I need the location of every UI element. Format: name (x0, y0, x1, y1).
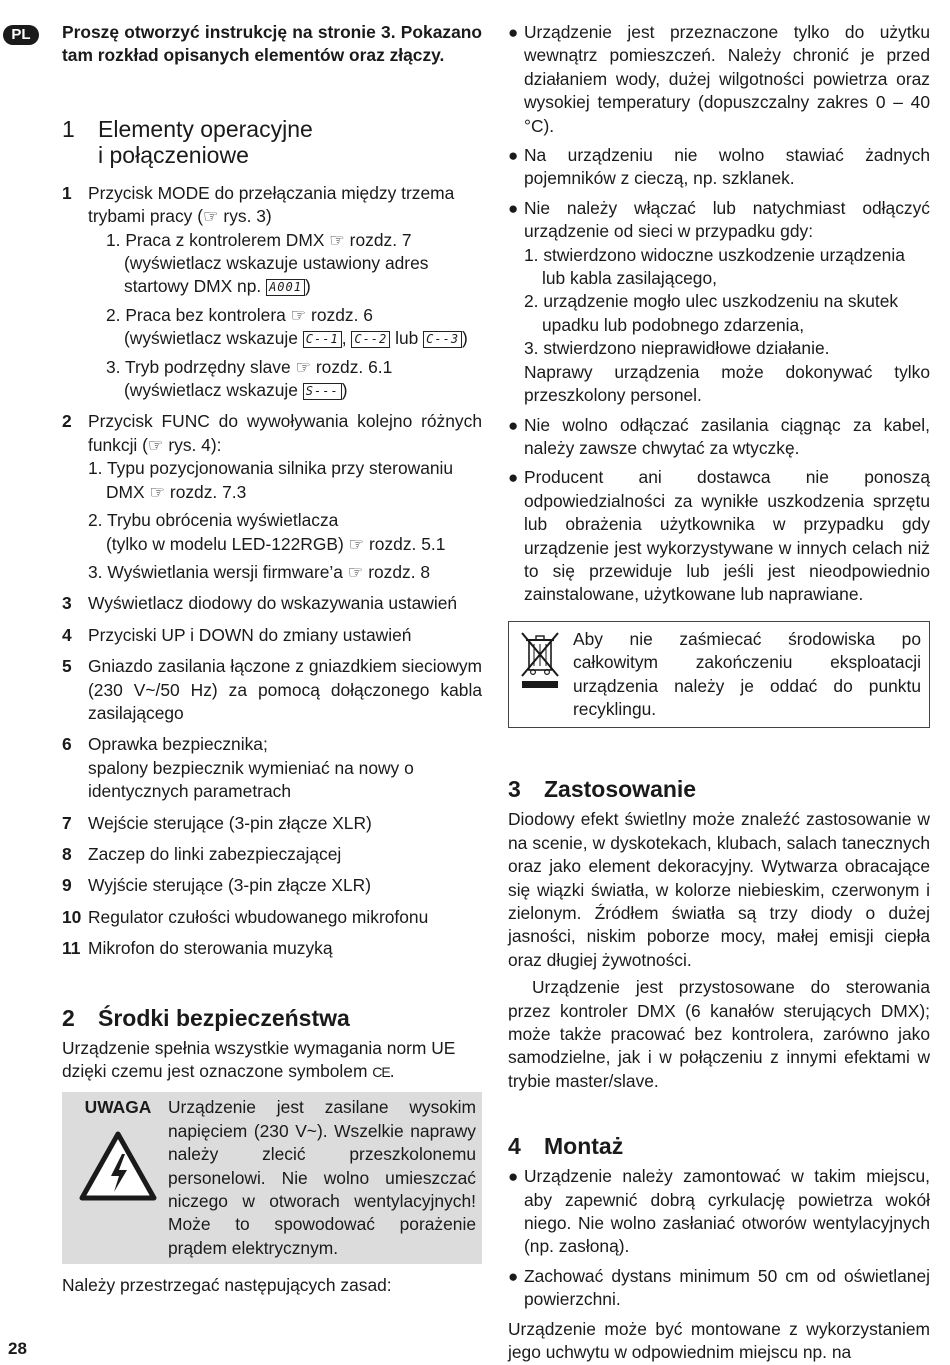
item-number: 5 (62, 656, 72, 677)
item-number: 2 (62, 411, 72, 432)
paragraph: Urządzenie może być montowane z wykorzystaniem jego uchwytu w odpowiednim miejscu np. na (508, 1318, 930, 1363)
item-number: 9 (62, 875, 72, 896)
paragraph: Należy przestrzegać następujących zasad: (62, 1275, 392, 1296)
bullet-text: Na urządzeniu nie wolno stawiać żadnych pojemników z cieczą, np. szklanek. (524, 145, 930, 189)
item-text: Regulator czułości wbudowanego mikrofonu (88, 906, 429, 927)
warning-label: UWAGA (84, 1097, 152, 1118)
item-text: Wejście sterujące (3-pin złącze XLR) (88, 812, 372, 833)
bullet-text: Nie wolno odłączać zasilania ciągnąc za kabel, należy zawsze chwytać za wtyczkę. (524, 414, 930, 458)
section-4-heading (508, 1133, 930, 1159)
segment-display-icon: S--- (303, 383, 342, 400)
bullet-icon: ● (508, 198, 519, 218)
bullet-item (508, 414, 930, 461)
page-number: 28 (8, 1339, 27, 1358)
sub-item-text: 1. Typu pozycjonowania silnika przy sterowaniu DMX ☞ rozdz. 7.3 (88, 458, 454, 502)
warning-box (62, 1092, 482, 1264)
section-1-heading (62, 116, 482, 168)
sub-item-text: 2. Praca bez kontrolera ☞ rozdz. 6 (106, 304, 373, 325)
item-text: Przycisk FUNC do wywoływania kolejno różnych funkcji (☞ rys. 4): (88, 411, 482, 455)
bullet-icon: ● (508, 1167, 519, 1187)
sub-item-text: (wyświetlacz wskazuje ustawiony adres startowy DMX np. A001 ) (124, 253, 429, 297)
bullet-icon: ● (508, 415, 519, 435)
section-3-heading (508, 776, 930, 802)
recycling-box (508, 621, 930, 729)
item-number: 10 (62, 906, 82, 927)
section-2-heading (62, 1005, 482, 1031)
paragraph: Urządzenie spełnia wszystkie wymagania norm UE dzięki czemu jest oznaczone symbolem CE. (62, 1037, 456, 1081)
segment-display-icon: C--1 (303, 331, 342, 348)
bullet-item (508, 144, 930, 191)
sub-item-text: (wyświetlacz wskazuje C--1 , C--2 lub C--3 ) (124, 328, 468, 349)
section-title: Środki bezpieczeństwa (98, 1004, 350, 1031)
item-number: 3 (62, 593, 72, 614)
list-item (62, 874, 482, 897)
segment-display-icon: C--3 (423, 331, 462, 348)
crossed-bin-icon (517, 628, 563, 690)
item-number: 11 (62, 938, 81, 959)
bullet-item (508, 466, 930, 606)
list-item (62, 937, 482, 960)
item-text: Wyjście sterujące (3-pin złącze XLR) (88, 875, 372, 896)
sub-item-text: 1. stwierdzono widoczne uszkodzenie urządzenia lub kabla zasilającego, (524, 244, 905, 289)
bullet-item (508, 1265, 930, 1312)
bullet-item (508, 21, 930, 138)
item-text: Gniazdo zasilania łączone z gniazdkiem sieciowym (230 V~/50 Hz) za pomocą dołączonego kabla zasilającego (88, 656, 482, 723)
item-number: 7 (62, 812, 72, 833)
list-item (62, 812, 482, 835)
sub-item-text: 2. urządzenie mogło ulec uszkodzeniu na skutek upadku lub podobnego zdarzenia, (524, 291, 899, 335)
bullet-icon: ● (508, 146, 519, 166)
list-item (62, 733, 482, 803)
intro-text: Proszę otworzyć instrukcję na stronie 3. Pokazano tam rozkład opisanych elementów oraz złączy. (62, 22, 482, 66)
list-item (62, 655, 482, 725)
item-text: spalony bezpiecznik wymieniać na nowy o identycznych parametrach (88, 757, 414, 802)
item-text: Mikrofon do sterowania muzyką (88, 938, 333, 959)
bullet-text: Urządzenie jest przeznaczone tylko do użytku wewnątrz pomieszczeń. Należy chronić je przed działaniem wody, dużej wilgotności powietrza oraz wysokiej temperatury (dopuszczalny zakres 0 – 40 °C). (524, 22, 930, 136)
list-item (62, 592, 482, 615)
list-item (62, 182, 482, 403)
sub-item-text: (wyświetlacz wskazuje S--- ) (124, 380, 348, 401)
section-number: 1 (62, 115, 75, 142)
section-title: Montaż (544, 1133, 624, 1160)
item-number: 8 (62, 843, 72, 864)
right-column (508, 21, 930, 1365)
bullet-text: Naprawy urządzenia może dokonywać tylko przeszkolony personel. (524, 361, 930, 406)
item-text: Przycisk MODE do przełączania między trzema trybami pracy (☞ rys. 3) (88, 182, 455, 227)
bullet-icon: ● (508, 23, 519, 42)
bullet-item (508, 1165, 930, 1259)
section-title (98, 116, 313, 168)
section-number: 3 (508, 776, 521, 803)
sub-item-text: 2. Trybu obrócenia wyświetlacza (88, 510, 339, 531)
bullet-text: Urządzenie należy zamontować w takim miejscu, aby zapewnić dobrą cyrkulację powietrza wokół niego. Nie wolno zasłaniać otworów wentylacyjnych (np. zasłoną). (524, 1166, 930, 1257)
left-column (62, 21, 482, 1298)
title-line-1: Elementy operacyjne (98, 115, 313, 142)
bullet-text: Zachować dystans minimum 50 cm od oświetlanej powierzchni. (524, 1265, 930, 1310)
item-text: Zaczep do linki zabezpieczającej (88, 843, 342, 864)
section-number: 2 (62, 1004, 75, 1031)
sub-item-text: 3. stwierdzono nieprawidłowe działanie. (524, 338, 830, 359)
bullet-text: Nie należy włączać lub natychmiast odłączyć urządzenie od sieci w przypadku gdy: (524, 197, 930, 242)
item-text: Oprawka bezpiecznika; (88, 734, 268, 755)
sub-item-text: (tylko w modelu LED-122RGB) ☞ rozdz. 5.1 (106, 533, 446, 554)
warning-text: Urządzenie jest zasilane wysokim napięciem (230 V~). Wszelkie naprawy należy zlecić przeszkolonemu personelowi. Nie wolno umieszczać niczego w otworach wentylacyjnych! Może to spowodować porażenie prądem elektrycznym. (168, 1097, 476, 1258)
list-item (62, 843, 482, 866)
list-item (62, 624, 482, 647)
recycling-text: Aby nie zaśmiecać środowiska po całkowitym zakończeniu eksploatacji urządzenia należy je oddać do punktu recyklingu. (573, 628, 921, 719)
bullet-icon: ● (508, 468, 519, 488)
sub-item-text: 1. Praca z kontrolerem DMX ☞ rozdz. 7 (106, 229, 412, 250)
paragraph: Urządzenie jest przystosowane do sterowania przez kontroler DMX (6 kanałów sterujących DMX); może także pracować bez kontrolera, zarówno jako samodzielne, jak i w połączeniu z innymi efektami w trybie master/slave. (508, 977, 930, 1091)
title-line-2: i połączeniowe (98, 141, 249, 168)
segment-display-icon: A001 (266, 279, 305, 296)
bullet-icon: ● (508, 1266, 519, 1286)
section-title: Zastosowanie (544, 776, 697, 803)
list-item (62, 906, 482, 929)
item-number: 6 (62, 734, 72, 755)
ce-mark: CE (372, 1064, 390, 1080)
item-number: 1 (62, 182, 72, 203)
item-text: Przyciski UP i DOWN do zmiany ustawień (88, 624, 412, 645)
section-number: 4 (508, 1133, 521, 1160)
sub-item-text: 3. Tryb podrzędny slave ☞ rozdz. 6.1 (106, 356, 393, 377)
sub-item-text: 3. Wyświetlania wersji firmware’a ☞ rozdz. 8 (88, 561, 431, 582)
list-item (62, 410, 482, 584)
bullet-text: Producent ani dostawca nie ponoszą odpowiedzialności za wynikłe uszkodzenia sprzętu lub obrażenia użytkownika w przypadku gdy urządzenie jest wykorzystywane w innych celach niż to się przewiduje lub jeśli jest nieodpowiednio zainstalowane, użytkowane lub naprawiane. (524, 467, 930, 605)
paragraph: Diodowy efekt świetlny może znaleźć zastosowanie w na scenie, w dyskotekach, klubach, salach tanecznych oraz jako element dekoracyjny. Wytwarza obracające się wiązki światła, w kolorze niebieskim, czerwonym i zielonym. Źródłem światła są trzy diody o dużej jasności, niskim poborze mocy, małej emisji ciepła oraz długiej żywotności. (508, 809, 930, 970)
language-badge: PL (3, 25, 39, 45)
item-text: Wyświetlacz diodowy do wskazywania ustawień (88, 593, 458, 614)
item-number: 4 (62, 624, 72, 645)
segment-display-icon: C--2 (351, 331, 390, 348)
high-voltage-warning-icon (78, 1130, 158, 1202)
bullet-item (508, 197, 930, 408)
